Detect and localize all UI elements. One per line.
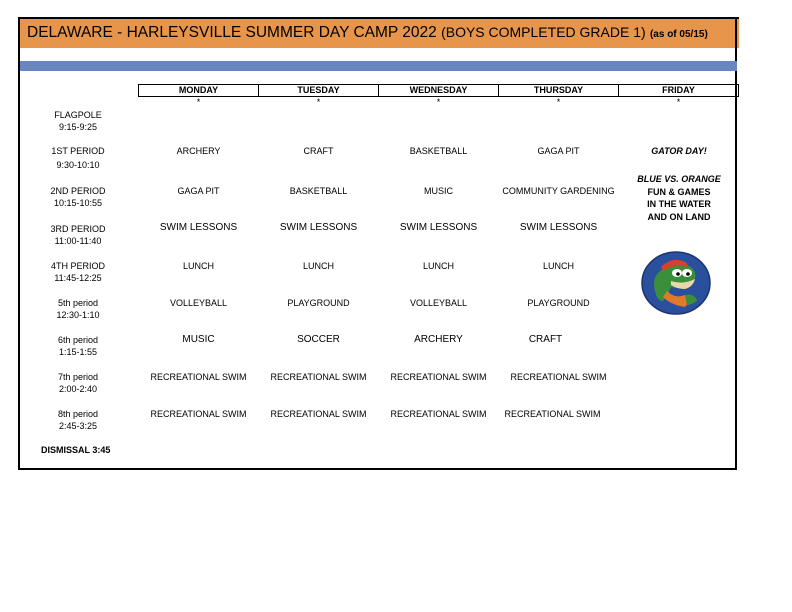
activity-cell: COMMUNITY GARDENING [502, 186, 615, 196]
activity-cell: ARCHERY [414, 334, 463, 345]
blue-stripe-divider [20, 61, 737, 71]
period-1 [40, 145, 116, 171]
activity-cell: CRAFT [528, 334, 563, 345]
friday-description [620, 173, 738, 223]
activity-cell: SOCCER [297, 334, 340, 345]
dismissal-time: DISMISSAL 3:45 [41, 445, 111, 455]
activity-cell: RECREATIONAL SWIM [270, 372, 367, 382]
period-6 [40, 334, 116, 358]
period-name: 1ST PERIOD [51, 146, 105, 156]
period-name: 4TH PERIOD [50, 261, 105, 271]
title-main-text: DELAWARE - HARLEYSVILLE SUMMER DAY CAMP 2022 [27, 24, 437, 41]
activity-cell: LUNCH [182, 261, 214, 271]
activity-cell: RECREATIONAL SWIM [150, 409, 247, 419]
activity-cell: RECREATIONAL SWIM [150, 372, 247, 382]
star-marker: * [676, 97, 681, 107]
day-header-wednesday: WEDNESDAY [379, 85, 499, 97]
blue-vs-orange: BLUE VS. ORANGE [637, 174, 721, 184]
activity-cell: RECREATIONAL SWIM [510, 372, 607, 382]
period-time: 11:00-11:40 [54, 236, 102, 246]
activity-cell: SWIM LESSONS [159, 222, 238, 233]
activity-cell: ARCHERY [176, 146, 221, 156]
day-header-tuesday: TUESDAY [259, 85, 379, 97]
activity-cell: GAGA PIT [177, 186, 220, 196]
activity-cell: MUSIC [424, 186, 453, 196]
period-3 [40, 223, 116, 247]
friday-line: AND ON LAND [647, 211, 711, 222]
friday-line: IN THE WATER [647, 199, 711, 209]
day-header-monday: MONDAY [139, 85, 259, 97]
period-time: 9:30-10:10 [56, 160, 100, 170]
activity-cell: VOLLEYBALL [409, 298, 468, 308]
period-name: 8th period [57, 409, 99, 419]
friday-line: FUN & GAMES [647, 186, 711, 197]
day-header-thursday: THURSDAY [499, 85, 619, 97]
period-4 [40, 260, 116, 284]
activity-cell: RECREATIONAL SWIM [390, 372, 487, 382]
activity-cell: BASKETBALL [409, 146, 468, 156]
period-name: 2ND PERIOD [50, 186, 106, 196]
star-marker: * [316, 97, 321, 107]
activity-cell: PLAYGROUND [527, 298, 590, 308]
activity-cell: BASKETBALL [289, 186, 348, 196]
period-time: 1:15-1:55 [58, 347, 98, 357]
period-name: 5th period [57, 298, 99, 308]
period-8 [40, 408, 116, 432]
activity-cell: LUNCH [542, 261, 574, 271]
period-name: 3RD PERIOD [50, 224, 106, 234]
activity-cell: MUSIC [182, 334, 215, 345]
activity-cell: RECREATIONAL SWIM [504, 409, 601, 419]
period-5 [40, 297, 116, 321]
period-2 [40, 185, 116, 209]
day-header-friday: FRIDAY [619, 85, 739, 97]
activity-cell: GAGA PIT [537, 146, 580, 156]
activity-cell: RECREATIONAL SWIM [270, 409, 367, 419]
period-time: 10:15-10:55 [53, 198, 103, 208]
period-time: 12:30-1:10 [56, 310, 100, 320]
title-subtitle: (BOYS COMPLETED GRADE 1) [441, 24, 646, 40]
period-time: 2:00-2:40 [58, 384, 98, 394]
activity-cell: SWIM LESSONS [399, 222, 478, 233]
gator-mascot-icon [641, 251, 711, 315]
period-name: FLAGPOLE [54, 110, 102, 120]
gator-day-label: GATOR DAY! [651, 146, 707, 156]
activity-cell: CRAFT [303, 146, 334, 156]
activity-cell: LUNCH [422, 261, 454, 271]
star-marker: * [556, 97, 561, 107]
period-name: 7th period [57, 372, 99, 382]
activity-cell: PLAYGROUND [287, 298, 350, 308]
period-flagpole [40, 109, 116, 133]
period-7 [40, 371, 116, 395]
period-time: 9:15-9:25 [58, 122, 98, 132]
period-time: 2:45-3:25 [58, 421, 98, 431]
activity-cell: LUNCH [302, 261, 334, 271]
activity-cell: RECREATIONAL SWIM [390, 409, 487, 419]
day-header-row [138, 84, 739, 97]
star-marker: * [196, 97, 201, 107]
activity-cell: VOLLEYBALL [169, 298, 228, 308]
star-marker: * [436, 97, 441, 107]
activity-cell: SWIM LESSONS [519, 222, 598, 233]
as-of-date: (as of 05/15) [649, 29, 708, 40]
period-name: 6th period [57, 335, 99, 345]
activity-cell: SWIM LESSONS [279, 222, 358, 233]
period-time: 11:45-12:25 [54, 273, 102, 283]
